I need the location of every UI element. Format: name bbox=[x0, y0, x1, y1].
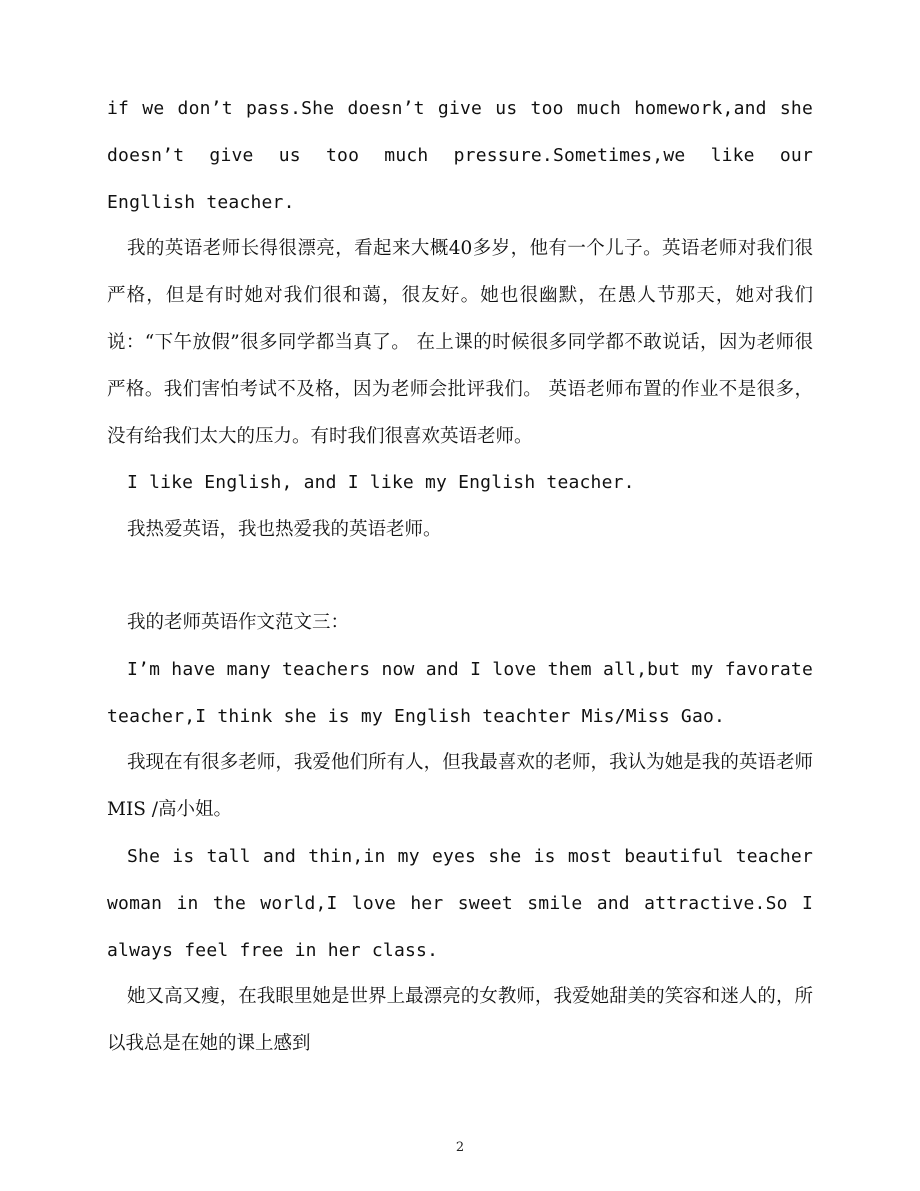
page-number: 2 bbox=[455, 1140, 465, 1155]
paragraph-english-3: I’m have many teachers now and I love them all,but my favorate teacher,I think she is my English teachter Mis/Miss Gao. bbox=[107, 658, 813, 727]
paragraph-chinese-4: 她又高又瘦，在我眼里她是世界上最漂亮的女教师，我爱她甜美的笑容和迷人的，所以我总是在她的课上感到 bbox=[107, 986, 813, 1055]
paragraph-english-4: She is tall and thin,in my eyes she is most beautiful teacher woman in the world,I love her sweet smile and attractive.So I always feel free in her class. bbox=[107, 845, 813, 961]
paragraph-spacer bbox=[107, 554, 813, 600]
document-body bbox=[107, 86, 813, 1068]
paragraph-chinese-2: 我热爱英语，我也热爱我的英语老师。 bbox=[127, 519, 442, 541]
paragraph-english-1: if we don’t pass.She doesn’t give us too much homework,and she doesn’t give us too much pressure.Sometimes,we like our Engllish teacher. bbox=[107, 98, 813, 213]
paragraph-chinese-1: 我的英语老师长得很漂亮，看起来大概40多岁，他有一个儿子。英语老师对我们很严格，但是有时她对我们很和蔼，很友好。她也很幽默，在愚人节那天，她对我们说：“下午放假”很多同学都当真了。 在上课的时候很多同学都不敢说话，因为老师很严格。我们害怕考试不及格，因为老师会批评我们。 英语老师布置的作业不是很多，没有给我们太大的压力。有时我们很喜欢英语老师。 bbox=[107, 238, 813, 447]
paragraph-english-2: I like English, and I like my English teacher. bbox=[127, 472, 635, 494]
paragraph-chinese-3: 我现在有很多老师，我爱他们所有人，但我最喜欢的老师，我认为她是我的英语老师MIS /高小姐。 bbox=[107, 752, 813, 821]
section-heading: 我的老师英语作文范文三： bbox=[127, 611, 350, 633]
